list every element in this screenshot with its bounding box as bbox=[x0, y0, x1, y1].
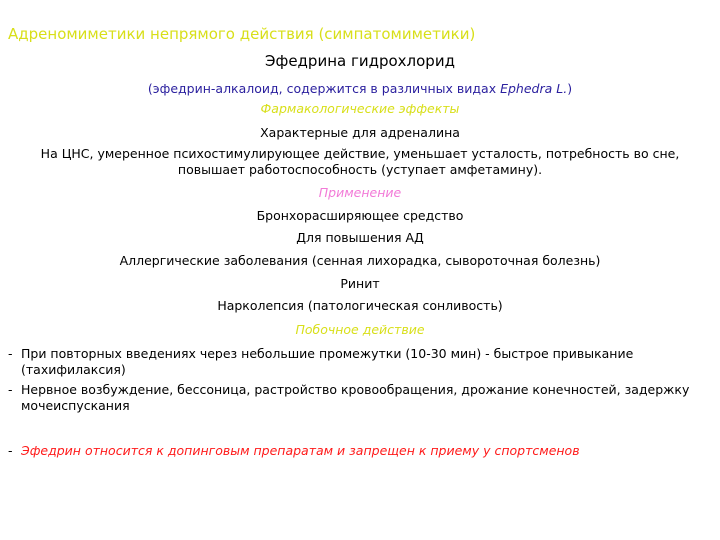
use-heading: Применение bbox=[318, 185, 402, 200]
side-effects-heading: Побочное действие bbox=[295, 322, 425, 337]
use-item: Для повышения АД bbox=[296, 230, 424, 245]
bullet-dash: - bbox=[8, 382, 13, 397]
side-effect-text: Нервное возбуждение, бессоница, растройство кровообращения, дрожание конечностей, задержку мочеиспускания bbox=[21, 382, 690, 413]
bullet-dash: - bbox=[8, 443, 13, 458]
bullet-dash: - bbox=[8, 346, 13, 361]
use-item: Ринит bbox=[340, 276, 380, 291]
use-item: Нарколепсия (патологическая сонливость) bbox=[217, 298, 503, 313]
doping-warning bbox=[8, 443, 698, 459]
drug-note-prefix: (эфедрин-алкалоид, содержится в различных видах bbox=[147, 81, 501, 96]
side-effect-item bbox=[8, 382, 698, 414]
use-item: Бронхорасширяющее средство bbox=[256, 208, 464, 223]
effects-heading: Фармакологические эффекты bbox=[260, 101, 460, 116]
doping-warning-text: Эфедрин относится к допинговым препаратам и запрещен к приему у спортсменов bbox=[21, 443, 580, 458]
drug-note bbox=[0, 81, 720, 97]
side-effect-text: При повторных введениях через небольшие промежутки (10-30 мин) - быстрое привыкание (тахифилаксия) bbox=[21, 346, 634, 377]
effects-line-2: На ЦНС, умеренное психостимулирующее действие, уменьшает усталость, потребность во сне, повышает работоспособность (уступает амфетамину). bbox=[40, 146, 680, 177]
side-effect-item bbox=[8, 346, 698, 378]
drug-name: Эфедрина гидрохлорид bbox=[265, 52, 455, 70]
drug-note-suffix: ) bbox=[567, 81, 573, 96]
slide-title: Адреномиметики непрямого действия (симпатомиметики) bbox=[8, 25, 476, 43]
use-item: Аллергические заболевания (сенная лихорадка, сывороточная болезнь) bbox=[119, 253, 601, 268]
drug-note-latin: Ephedra L. bbox=[500, 81, 568, 96]
effects-line-1: Характерные для адреналина bbox=[260, 125, 460, 140]
